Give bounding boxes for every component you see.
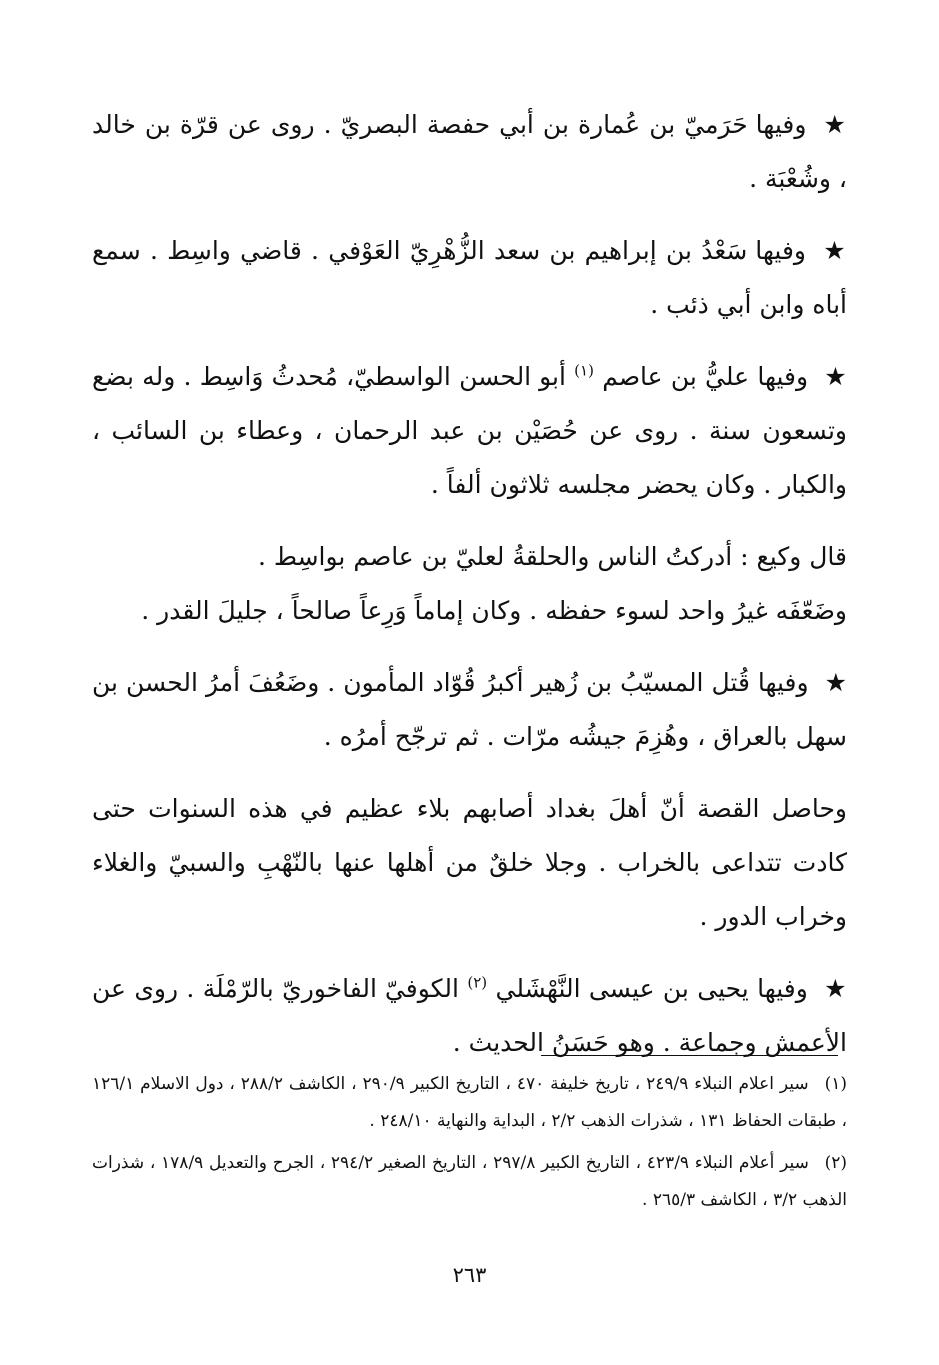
- entry-text: قال وكيع : أدركتُ الناس والحلقةُ لعليّ بن عاصم بواسِط .: [257, 542, 847, 571]
- footnote-text: سير اعلام النبلاء ٢٤٩/٩ ، تاريخ خليفة ٤٧٠ ، التاريخ الكبير ٢٩٠/٩ ، الكاشف ٢٨٨/٢ ، دول الاسلام ١٢٦/١ ، طبقات الحفاظ ١٣١ ، شذرات الذهب ٢/٢ ، البداية والنهاية ٢٤٨/١٠ .: [92, 1074, 847, 1131]
- entry-text-after-ref: الكوفيّ الفاخوريّ بالرّمْلَة . روى عن الأعمش وجماعة . وهو حَسَنُ الحديث .: [92, 974, 847, 1057]
- entry-text: وفيها حَرَميّ بن عُمارة بن أبي حفصة البصريّ . روى عن قرّة بن خالد ، وشُعْبَة .: [92, 110, 847, 193]
- entry-text: وفيها سَعْدُ بن إبراهيم بن سعد الزُّهْرِيّ العَوْفي . قاضي واسِط . سمع أباه وابن أبي ذئب .: [92, 236, 847, 319]
- footnote-text: سير أعلام النبلاء ٤٢٣/٩ ، التاريخ الكبير ٢٩٧/٨ ، التاريخ الصغير ٢٩٤/٢ ، الجرح والتعديل ١٧٨/٩ ، شذرات الذهب ٣/٢ ، الكاشف ٢٦٥/٣ .: [92, 1153, 847, 1210]
- footnote-2: [92, 1145, 847, 1219]
- star-bullet: ★: [824, 668, 848, 697]
- footnote-number: (٢): [824, 1153, 847, 1173]
- star-bullet: ★: [823, 110, 848, 139]
- entry-text-after-ref: أبو الحسن الواسطيّ، مُحدثُ وَاسِط . وله بضع وتسعون سنة . روى عن حُصَيْن بن عبد الرحمان ، وعطاء بن السائب ، والكبار . وكان يحضر مجلسه ثلاثون ألفاً .: [92, 362, 847, 499]
- entry-musayyab: [92, 656, 847, 764]
- entry-text: وضَعّفَه غيرُ واحد لسوء حفظه . وكان إماماً وَرِعاً صالحاً ، جليلَ القدر .: [141, 596, 847, 625]
- footnote-divider: [541, 1055, 838, 1056]
- main-text: [92, 98, 847, 1088]
- footnotes: [92, 1066, 847, 1224]
- footnote-ref-1[interactable]: (١): [574, 361, 594, 380]
- entry-ali-ibn-asim: [92, 350, 847, 512]
- quote-waki: [92, 530, 847, 584]
- star-bullet: ★: [823, 236, 847, 265]
- summary-baghdad: [92, 782, 847, 944]
- star-bullet: ★: [824, 362, 848, 391]
- entry-text: وفيها قُتل المسيّبُ بن زُهير أكبرُ قُوّاد المأمون . وضَعُفَ أمرُ الحسن بن سهل بالعراق ، وهُزِمَ جيشُه مرّات . ثم ترجّح أمرُه .: [92, 668, 847, 751]
- footnote-ref-2[interactable]: (٢): [467, 973, 488, 992]
- entry-yahya: [92, 962, 847, 1070]
- footnote-number: (١): [824, 1074, 847, 1094]
- entry-text: وحاصل القصة أنّ أهلَ بغداد أصابهم بلاء عظيم في هذه السنوات حتى كادت تتداعى بالخراب . وجلا خلقٌ من أهلها عنها بالنّهْبِ والسبيّ والغلاء وخراب الدور .: [92, 794, 847, 931]
- entry-text-before-ref: وفيها يحيى بن عيسى النَّهْشَلي: [495, 974, 808, 1003]
- entry-saad: [92, 224, 847, 332]
- star-bullet: ★: [824, 974, 848, 1003]
- footnote-1: [92, 1066, 847, 1140]
- page-number: ٢٦٣: [452, 1263, 487, 1287]
- entry-text-before-ref: وفيها عليُّ بن عاصم: [602, 362, 809, 391]
- entry-haramiy: [92, 98, 847, 206]
- note-weakened: [92, 584, 847, 638]
